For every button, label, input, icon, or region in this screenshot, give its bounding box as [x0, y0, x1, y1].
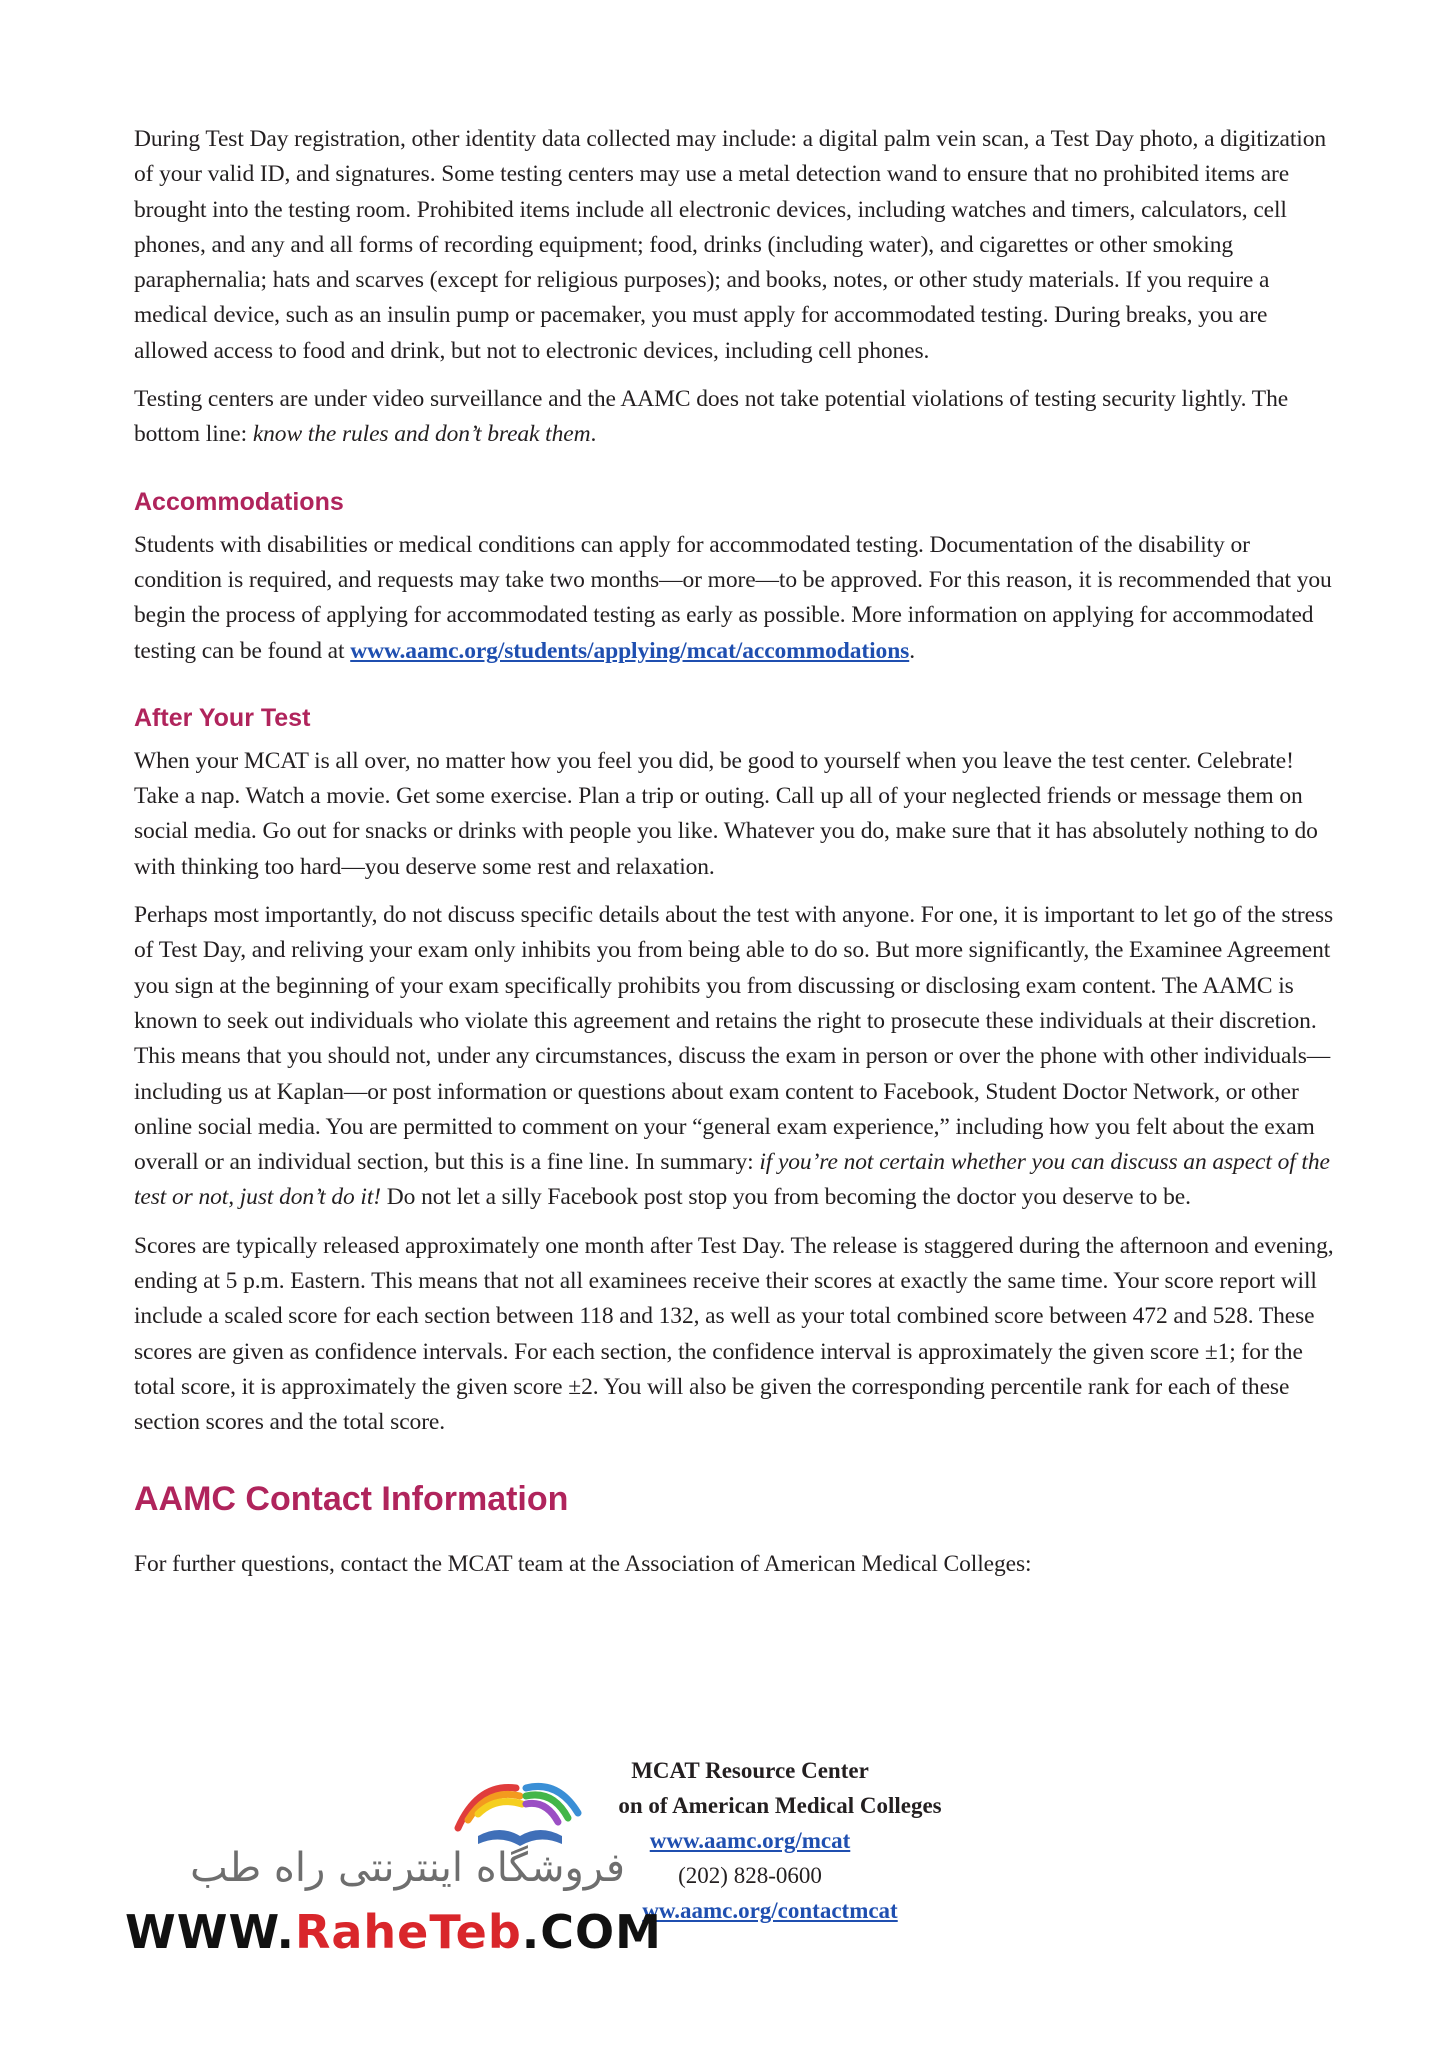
after-test-heading: After Your Test	[134, 703, 311, 732]
registration-paragraph: During Test Day registration, other identity data collected may include: a digital palm vein scan, a Test Day photo, a digitization of your valid ID, and signatures. Some testing centers may use a metal detection wand to ensure that no prohibited items are brought into the testing room. Prohibited items include all electronic devices, including watches and timers, calculators, cell phones, and any and all forms of recording equipment; food, drinks (including water), and cigarettes or other smoking paraphernalia; hats and scarves (except for religious purposes); and books, notes, or other study materials. If you require a medical device, such as an insulin pump or pacemaker, you must apply for accommodated testing. During breaks, you are allowed access to food and drink, but not to electronic devices, including cell phones.	[134, 126, 1327, 364]
para2-text-a: Perhaps most importantly, do not discuss specific details about the test with anyone. For one, it is important to let go of the stress of Test Day, and reliving your exam only inhibits you from being able to do so. But more significantly, the Examinee Agreement you sign at the beginning of your exam specifically prohibits you from discussing or disclosing exam content. The AAMC is known to seek out individuals who violate this agreement and retains the right to prosecute these individuals at their discretion. This means that you should not, under any circumstances, discuss the exam in person or over the phone with other individuals—including us at Kaplan—or post information or questions about exam content to Facebook, Student Doctor Network, or other online social media. You are permitted to comment on your “general exam experience,” including how you felt about the exam overall or an individual section, but this is a fine line. In summary:	[134, 902, 1334, 1176]
watermark-url	[125, 1905, 662, 1959]
para2-text-b: Do not let a silly Facebook post stop you from becoming the doctor you deserve to be.	[381, 1184, 1191, 1211]
security-end: .	[590, 421, 597, 448]
security-paragraph	[134, 382, 1334, 453]
watermark-url-b: RaheTeb	[294, 1905, 522, 1959]
watermark-url-a: WWW.	[125, 1905, 295, 1959]
accommodations-heading: Accommodations	[134, 487, 344, 516]
contact-url-mcat[interactable]: www.aamc.org/mcat	[649, 1828, 851, 1853]
contact-block	[440, 1753, 1060, 1928]
accommodations-text: Students with disabilities or medical conditions can apply for accommodated testing. Documentation of the disability or condition is required, and requests may take two months—or more—to be approved. For this reason, it is recommended that you begin the process of applying for accommodated testing as early as possible. More information on applying for accommodated testing can be found at	[134, 531, 1332, 664]
page-content	[134, 122, 1334, 1595]
contact-intro: For further questions, contact the MCAT team at the Association of American Medical Colleges:	[134, 1550, 1032, 1577]
security-emphasis: know the rules and don’t break them	[252, 421, 591, 448]
watermark-persian: فروشگاه اینترنتی راه طب	[190, 1845, 625, 1891]
after-test-paragraph-2	[134, 898, 1334, 1216]
contact-url-contact[interactable]: ww.aamc.org/contactmcat	[642, 1898, 898, 1923]
contact-phone: (202) 828-0600	[678, 1863, 822, 1888]
security-text: Testing centers are under video surveillance and the AAMC does not take potential violations of testing security lightly. The bottom line:	[134, 386, 1289, 448]
after-test-paragraph-3: Scores are typically released approximately one month after Test Day. The release is staggered during the afternoon and evening, ending at 5 p.m. Eastern. This means that not all examinees receive their scores at exactly the same time. Your score report will include a scaled score for each section between 118 and 132, as well as your total combined score between 472 and 528. These scores are given as confidence intervals. For each section, the confidence interval is approximately the given score ±1; for the total score, it is approximately the given score ±2. You will also be given the corresponding percentile rank for each of these section scores and the total score.	[134, 1232, 1334, 1436]
contact-org-2: on of American Medical Colleges	[618, 1793, 942, 1818]
para2-emphasis: if you’re not certain whether you can discuss an aspect of the test or not, just don’t do it!	[134, 1149, 1330, 1211]
watermark-url-c: .COM	[521, 1905, 662, 1959]
accommodations-paragraph	[134, 528, 1334, 669]
after-test-paragraph-1: When your MCAT is all over, no matter how you feel you did, be good to yourself when you leave the test center. Celebrate! Take a nap. Watch a movie. Get some exercise. Plan a trip or outing. Call up all of your neglected friends or message them on social media. Go out for snacks or drinks with people you like. Whatever you do, make sure that it has absolutely nothing to do with thinking too hard—you deserve some rest and relaxation.	[134, 747, 1318, 880]
accommodations-end: .	[909, 637, 916, 664]
contact-heading: AAMC Contact Information	[134, 1479, 569, 1518]
contact-org-1: MCAT Resource Center	[631, 1758, 869, 1783]
accommodations-link[interactable]: www.aamc.org/students/applying/mcat/accommodations	[350, 637, 910, 664]
